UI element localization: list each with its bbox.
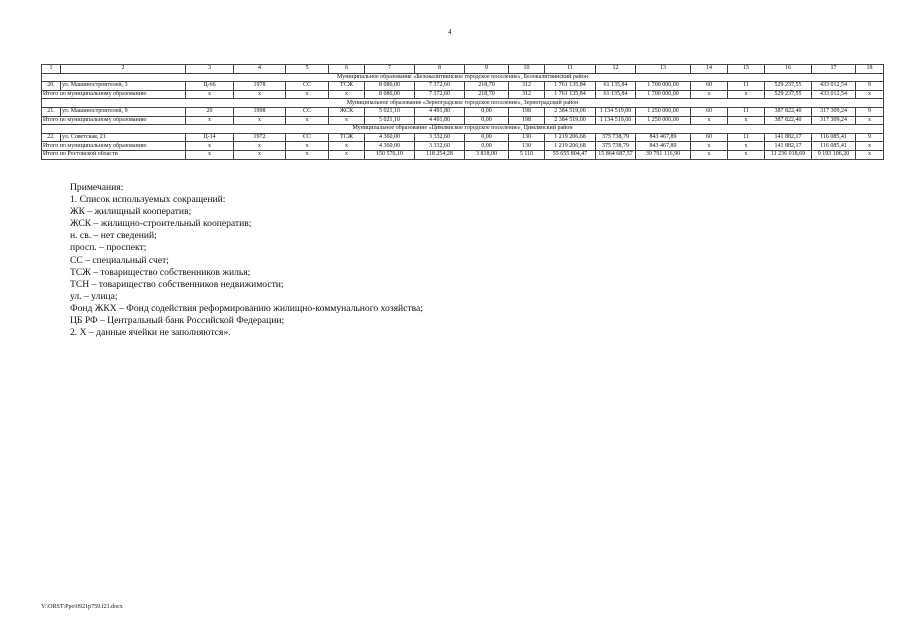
table-cell: 4 491,80 [415, 107, 465, 116]
table-cell: 1 219 206,68 [545, 133, 596, 142]
note-line: ЖК – жилищный кооператив; [70, 206, 192, 218]
note-line: ТСЖ – товарищество собственников жилья; [70, 266, 251, 278]
municipality-name: Муниципальное образование «Зерноградское городское поселение», Зерноградский район [42, 99, 884, 108]
table-cell: 375 738,79 [596, 142, 636, 151]
table-cell: 0,00 [465, 116, 509, 125]
table-cell: 9 [465, 65, 509, 74]
table-cell: Ц-14 [186, 133, 234, 142]
table-cell: х [329, 116, 365, 125]
table-cell: ул. Машиностроителей, 9 [61, 107, 186, 116]
table-cell: 218,70 [465, 82, 509, 91]
table-cell: ТСЖ [329, 82, 365, 91]
municipality-name: Муниципальное образование «Белокалитвинское городское поселение», Белокалитвинский район [42, 73, 884, 82]
column-number-row [42, 65, 884, 74]
table-cell: 5 021,10 [365, 107, 415, 116]
table-cell: 1 761 135,84 [545, 90, 596, 99]
table-cell: 317 309,24 [812, 107, 856, 116]
table-row [42, 107, 884, 116]
table-cell: 1972 [234, 133, 286, 142]
table-cell: Итого по муниципальному образованию [42, 90, 186, 99]
table-cell: 2 384 519,00 [545, 116, 596, 125]
municipality-total-row [42, 116, 884, 125]
note-line: просп. – проспект; [70, 242, 147, 254]
table-cell: 4 491,80 [415, 116, 465, 125]
table-cell: 0,00 [465, 107, 509, 116]
table-cell: 843 467,89 [636, 133, 691, 142]
table-cell: 60 [691, 107, 728, 116]
table-cell: 130 [509, 133, 545, 142]
table-cell: 433 012,54 [812, 90, 856, 99]
table-cell: 317 309,24 [812, 116, 856, 125]
table-cell: 60 [691, 82, 728, 91]
table-cell: 5 110 [509, 150, 545, 159]
table-cell: х [691, 116, 728, 125]
table-cell: 9 [856, 133, 884, 142]
notes-section [70, 182, 423, 339]
table-cell: 198 [509, 116, 545, 125]
table-cell: 3 [186, 65, 234, 74]
table-cell: 8 086,00 [365, 90, 415, 99]
table-cell: х [234, 116, 286, 125]
table-cell: ул. Советская, 21 [61, 133, 186, 142]
table-cell: 7 [365, 65, 415, 74]
table-cell: 0,00 [465, 133, 509, 142]
table-cell: ТСЖ [329, 133, 365, 142]
table-cell: 61 135,84 [596, 90, 636, 99]
table-cell: х [329, 150, 365, 159]
table-cell: 312 [509, 82, 545, 91]
municipality-header-row [42, 125, 884, 134]
table-cell: 116 085,41 [812, 142, 856, 151]
table-cell: 14 [691, 65, 728, 74]
table-cell: 4 [234, 65, 286, 74]
table-cell: х [234, 90, 286, 99]
table-cell: 1 134 519,00 [596, 116, 636, 125]
table-cell: 0,00 [465, 142, 509, 151]
table-cell: х [329, 90, 365, 99]
table-cell: 11 [728, 82, 765, 91]
table-cell: 1 761 135,84 [545, 82, 596, 91]
table-cell: 3 332,60 [415, 142, 465, 151]
table-cell: х [691, 150, 728, 159]
table-cell: 150 576,10 [365, 150, 415, 159]
table-cell: 1 134 519,00 [596, 107, 636, 116]
table-cell: х [856, 90, 884, 99]
note-line: н. св. – нет сведений; [70, 230, 157, 242]
table-cell: 433 012,54 [812, 82, 856, 91]
region-total-row [42, 150, 884, 159]
table-cell: 55 655 804,47 [545, 150, 596, 159]
table-cell: х [286, 116, 329, 125]
table-cell: х [234, 150, 286, 159]
table-cell: 10 [509, 65, 545, 74]
municipality-total-row [42, 142, 884, 151]
table-cell: 22. [42, 133, 61, 142]
table-cell: х [286, 150, 329, 159]
table-cell: 4 360,00 [365, 133, 415, 142]
table-cell: 387 822,40 [765, 107, 812, 116]
table-cell: 5 [286, 65, 329, 74]
notes-title: Примечания: [70, 182, 124, 193]
table-cell: 3 332,60 [415, 133, 465, 142]
table-cell: х [186, 90, 234, 99]
table-cell: 1 700 000,00 [636, 90, 691, 99]
table-cell: 141 882,17 [765, 142, 812, 151]
table-cell: 1 250 000,00 [636, 116, 691, 125]
table-cell: х [728, 116, 765, 125]
table-cell: х [186, 142, 234, 151]
table-cell: СС [286, 107, 329, 116]
table-cell: 116 085,41 [812, 133, 856, 142]
table-cell: 130 [509, 142, 545, 151]
table-cell: 39 791 116,90 [636, 150, 691, 159]
table-row [42, 133, 884, 142]
table-cell: ЖСК [329, 107, 365, 116]
table-cell: 6 [329, 65, 365, 74]
note-line: СС – специальный счет; [70, 254, 169, 266]
table-cell: 2 384 519,00 [545, 107, 596, 116]
table-cell: х [286, 142, 329, 151]
table-cell: 17 [812, 65, 856, 74]
table-cell: Итого по Ростовской области [42, 150, 186, 159]
table-cell: Итого по муниципальному образованию [42, 142, 186, 151]
table-cell: х [728, 150, 765, 159]
table-cell: 12 [596, 65, 636, 74]
file-path-footer: Y:\ORST\Ppo\0921p759.f21.docx [41, 604, 123, 610]
table-cell: СС [286, 133, 329, 142]
table-cell: 21. [42, 107, 61, 116]
table-cell: 20 [186, 107, 234, 116]
municipality-total-row [42, 90, 884, 99]
table-cell: 1 700 000,00 [636, 82, 691, 91]
table-cell: х [728, 142, 765, 151]
table-cell: 11 [728, 133, 765, 142]
table-cell: СС [286, 82, 329, 91]
table-cell: 18 [856, 65, 884, 74]
table-cell: Ц-66 [186, 82, 234, 91]
housing-table [41, 64, 884, 160]
table-cell: 3 818,00 [465, 150, 509, 159]
table-cell: 843 467,89 [636, 142, 691, 151]
table-cell: х [691, 142, 728, 151]
table-cell: х [186, 116, 234, 125]
table-cell: 61 135,84 [596, 82, 636, 91]
table-cell: 312 [509, 90, 545, 99]
note-line: ЖСК – жилищно-строительный кооператив; [70, 218, 252, 230]
table-cell: 141 882,17 [765, 133, 812, 142]
table-cell: 11 236 018,69 [765, 150, 812, 159]
table-cell: 15 864 687,57 [596, 150, 636, 159]
table-cell: 9 193 106,20 [812, 150, 856, 159]
table-cell: 529 237,55 [765, 82, 812, 91]
table-cell: 9 [856, 82, 884, 91]
table-cell: Итого по муниципальному образованию [42, 116, 186, 125]
table-cell: х [186, 150, 234, 159]
note-line: ЦБ РФ – Центральный банк Российской Федерации; [70, 315, 285, 327]
table-cell: 20. [42, 82, 61, 91]
municipality-header-row [42, 73, 884, 82]
table-cell: 7 372,60 [415, 82, 465, 91]
note-line: ТСН – товарищество собственников недвижимости; [70, 278, 284, 290]
table-cell: х [691, 90, 728, 99]
table-cell: х [286, 90, 329, 99]
table-cell: 13 [636, 65, 691, 74]
table-cell: 1978 [234, 82, 286, 91]
note-line: 2. Х – данные ячейки не заполняются». [70, 327, 231, 339]
table-cell: 1 250 000,00 [636, 107, 691, 116]
table-cell: 218,70 [465, 90, 509, 99]
table-cell: 8 086,00 [365, 82, 415, 91]
table-cell: 11 [728, 107, 765, 116]
table-cell: 2 [61, 65, 186, 74]
table-cell: х [856, 116, 884, 125]
table-cell: 5 021,10 [365, 116, 415, 125]
table-cell: 16 [765, 65, 812, 74]
municipality-header-row [42, 99, 884, 108]
table-cell: 60 [691, 133, 728, 142]
page-number: 4 [448, 28, 452, 36]
table-cell: 529 237,55 [765, 90, 812, 99]
table-cell: х [329, 142, 365, 151]
municipality-name: Муниципальное образование «Цимлянское городское поселение», Цимлянский район [42, 125, 884, 134]
note-line: ул. – улица; [70, 290, 118, 302]
table-cell: х [728, 90, 765, 99]
table-cell: 4 360,00 [365, 142, 415, 151]
table-cell: 118 254,28 [415, 150, 465, 159]
table-cell: 7 372,60 [415, 90, 465, 99]
table-cell: 9 [856, 107, 884, 116]
table-row [42, 82, 884, 91]
table-cell: 387 822,40 [765, 116, 812, 125]
table-cell: ул. Машиностроителей, 3 [61, 82, 186, 91]
note-line: Фонд ЖКХ – Фонд содействия реформированию жилищно-коммунального хозяйства; [70, 302, 423, 314]
table-cell: х [856, 142, 884, 151]
table-cell: 198 [509, 107, 545, 116]
table-cell: х [234, 142, 286, 151]
table-cell: 1998 [234, 107, 286, 116]
table-cell: 11 [545, 65, 596, 74]
table-cell: 8 [415, 65, 465, 74]
note-line: 1. Список используемых сокращений: [70, 194, 226, 206]
table-cell: 1 [42, 65, 61, 74]
table-cell: х [856, 150, 884, 159]
table-cell: 1 219 206,68 [545, 142, 596, 151]
table-cell: 15 [728, 65, 765, 74]
table-cell: 375 738,79 [596, 133, 636, 142]
